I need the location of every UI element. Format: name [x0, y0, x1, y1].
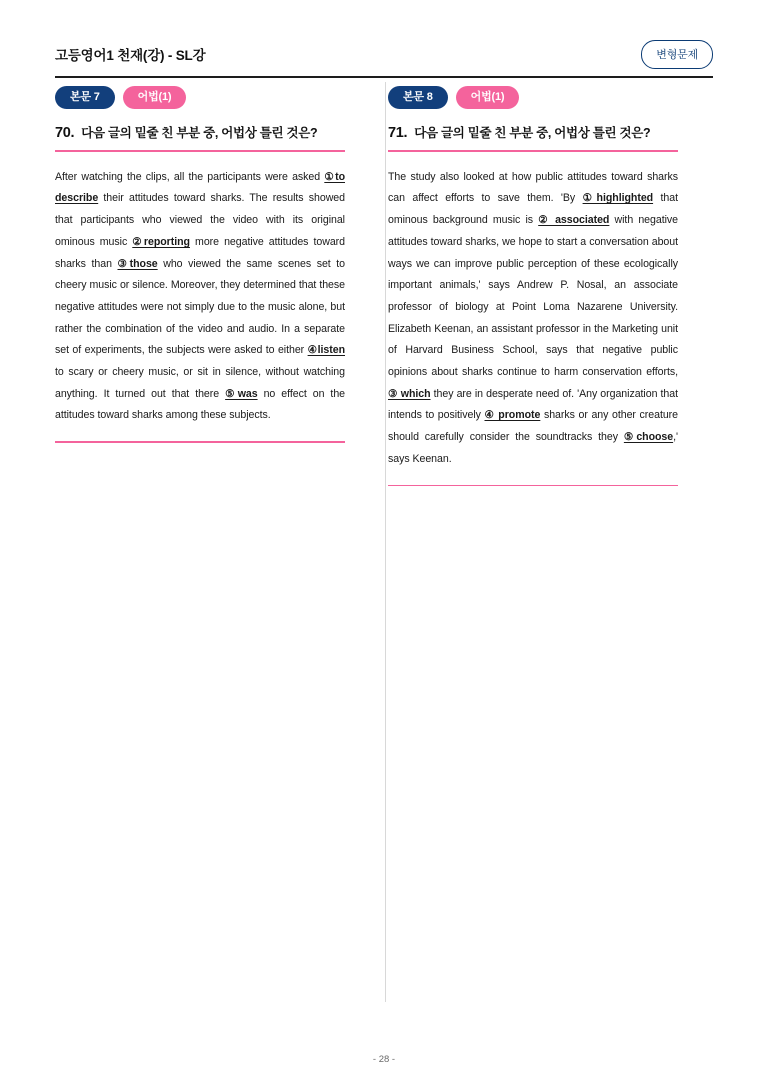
- question-rule-bottom: [388, 485, 678, 487]
- question-heading: [388, 123, 678, 150]
- question-prompt: 다음 글의 밑줄 친 부분 중, 어법상 틀린 것은?: [414, 126, 651, 141]
- column-divider: [385, 82, 386, 1002]
- passage-text: The study also looked at how public attitudes toward sharks can affect efforts to save them. 'By ①highlighted that ominous background music is ② associated with negative attitudes toward sharks, we hope to start a conversation about ways we can improve public perception of these ecologically important animals,' says Andrew P. Nosal, an associate professor of biology at Point Loma Nazarene University. Elizabeth Keenan, an assistant professor in the Marketing unit of Harvard Business School, says that negative public opinions about sharks continue to harm conservation efforts, ③ which they are in desperate need of. 'Any organization that intends to positively ④ promote sharks or any other creature should carefully consider the soundtracks they ⑤choose,' says Keenan.: [388, 170, 679, 465]
- page-title: 고등영어1 천재(강) - SL강: [55, 48, 206, 63]
- tag-row: [388, 86, 678, 109]
- question-prompt: 다음 글의 밑줄 친 부분 중, 어법상 틀린 것은?: [81, 126, 318, 141]
- header-divider: [55, 76, 713, 78]
- passage-tag: 본문 8: [388, 86, 448, 109]
- question-rule-top: [388, 150, 678, 152]
- variant-problem-badge: 변형문제: [641, 40, 713, 69]
- column-right: [388, 82, 678, 486]
- page-footer: [0, 1054, 768, 1065]
- passage-tag: 본문 7: [55, 86, 115, 109]
- question-rule-bottom: [55, 441, 345, 443]
- question-heading: [55, 123, 345, 150]
- question-rule-top: [55, 150, 345, 152]
- column-left: [55, 82, 345, 443]
- grammar-tag: 어법(1): [456, 86, 520, 109]
- passage-text: After watching the clips, all the participants were asked ①to describe their attitudes toward sharks. The results showed that participants who viewed the video with its original ominous music ②reporting more negative attitudes toward sharks than ③those who viewed the same scenes set to cheery music or silence. Moreover, they determined that these negative attitudes were not simply due to the music alone, but rather the combination of the video and audio. In a separate set of experiments, the subjects were asked to either ④listen to scary or cheery music, or sit in silence, without watching anything. It turned out that there ⑤was no effect on the attitudes toward sharks among these subjects.: [55, 170, 346, 422]
- question-number: 71.: [388, 125, 408, 142]
- two-column-body: [55, 82, 713, 1027]
- tag-row: [55, 86, 345, 109]
- grammar-tag: 어법(1): [123, 86, 187, 109]
- question-number: 70.: [55, 125, 75, 142]
- page-number: - 28 -: [372, 1054, 396, 1065]
- page-header: [55, 40, 713, 74]
